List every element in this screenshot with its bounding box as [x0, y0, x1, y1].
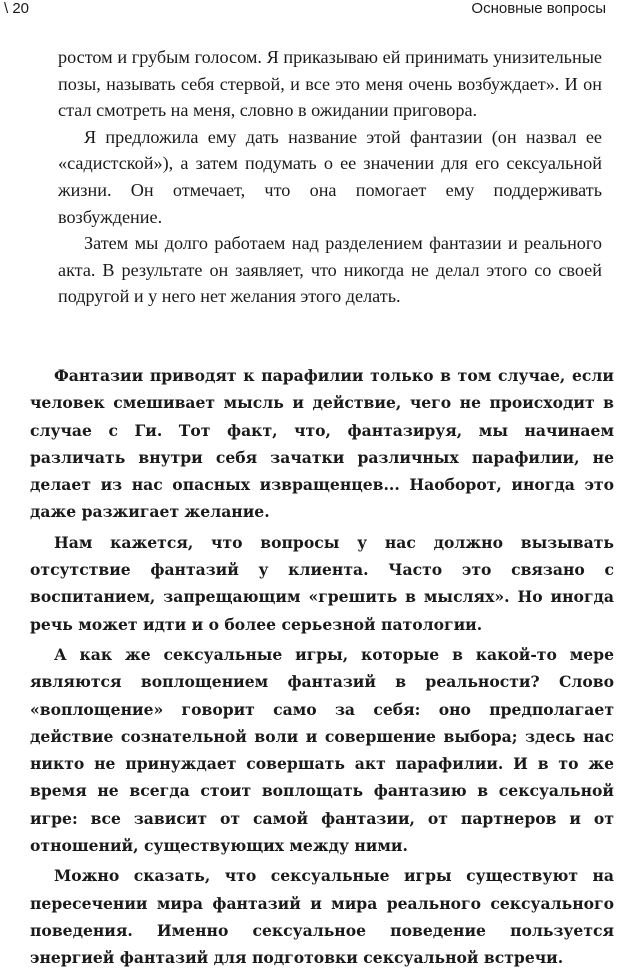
body-paragraph: Можно сказать, что сексуальные игры существуют на пересечении мира фантазий и мира реального сексуального поведения. Именно сексуальное поведение пользуется энергией фантазий для подготовки сексуальной встречи. — [30, 866, 614, 968]
page-number: \ 20 — [4, 0, 30, 17]
running-title: Основные вопросы — [471, 0, 606, 17]
client-quote-block — [58, 44, 602, 310]
main-text-block — [30, 362, 614, 975]
body-paragraph: Фантазии приводят к парафилии только в том случае, если человек смешивает мысль и действие, чего не происходит в случае с Ги. Тот факт, что, фантазируя, мы начинаем различать внутри себя зачатки различных парафилии, не делает из нас опасных извращенцев... Наоборот, иногда это даже разжигает желание. — [30, 366, 614, 522]
quote-paragraph: Я предложила ему дать название этой фантазии (он назвал ее «садистской»), а затем подумать о ее значении для его сексуальной жизни. Он отмечает, что она помогает ему поддерживать возбуждение. — [58, 126, 602, 227]
quote-paragraph: ростом и грубым голосом. Я приказываю ей принимать унизительные позы, называть себя стервой, и все это меня очень возбуждает». И он стал смотреть на меня, словно в ожидании приговора. — [58, 47, 602, 121]
body-paragraph: А как же сексуальные игры, которые в какой-то мере являются воплощением фантазий в реальности? Слово «воплощение» говорит само за себя: оно предполагает действие сознательной воли и совершение выбора; здесь нас никто не принуждает совершать акт парафилии. И в то же время не всегда стоит воплощать фантазию в сексуальной игре: все зависит от самой фантазии, от партнеров и от отношений, существующих между ними. — [30, 644, 614, 856]
page-header — [0, 0, 620, 24]
quote-paragraph: Затем мы долго работаем над разделением фантазии и реального акта. В результате он заявляет, что никогда не делал этого со своей подругой и у него нет желания этого делать. — [58, 233, 602, 307]
body-paragraph: Нам кажется, что вопросы у нас должно вызывать отсутствие фантазий у клиента. Часто это связано с воспитанием, запрещающим «грешить в мыслях». Но иногда речь может идти и о более серьезной патологии. — [30, 532, 614, 634]
